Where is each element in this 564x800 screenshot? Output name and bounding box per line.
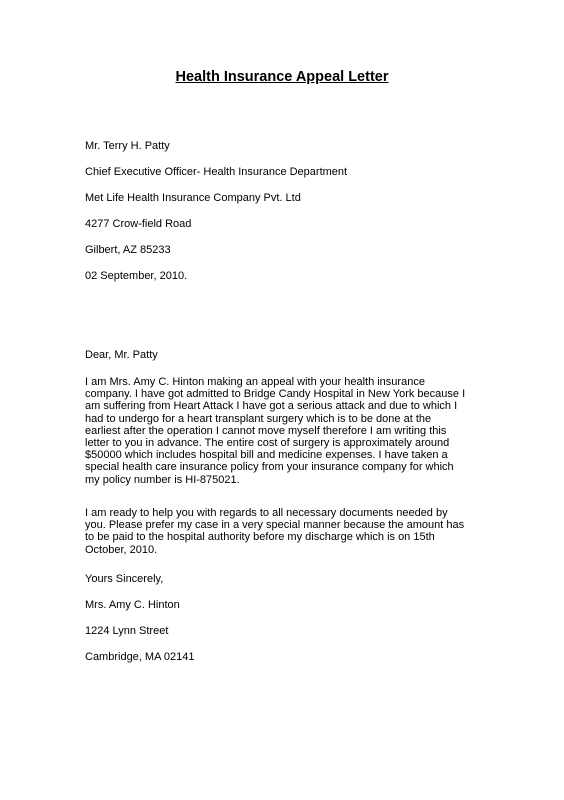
recipient-position: Chief Executive Officer- Health Insurance Department — [85, 166, 348, 178]
sender-city: Cambridge, MA 02141 — [85, 651, 195, 663]
paragraph-line: I am ready to help you with regards to all necessary documents needed by — [85, 507, 448, 519]
paragraph-line: special health care insurance policy from your insurance company for which — [85, 461, 454, 474]
recipient-company: Met Life Health Insurance Company Pvt. Ltd — [85, 192, 301, 204]
paragraph-line: company. I have got admitted to Bridge Candy Hospital in New York because I — [85, 388, 466, 401]
paragraph-line: you. Please prefer my case in a very special manner because the amount has — [85, 519, 465, 532]
paragraph-line: had to undergo for a heart transplant surgery which is to be done at the — [85, 412, 432, 425]
body-paragraph-1 — [85, 376, 485, 486]
paragraph-line: my policy number is HI-875021. — [85, 473, 240, 486]
recipient-name: Mr. Terry H. Patty — [85, 140, 170, 152]
paragraph-line: earliest after the operation I cannot move myself therefore I am writing this — [85, 424, 447, 437]
body-paragraph-2 — [85, 507, 485, 556]
sender-street: 1224 Lynn Street — [85, 625, 169, 637]
paragraph-line: $50000 which includes hospital bill and medicine expenses. I have taken a — [85, 449, 448, 462]
salutation: Dear, Mr. Patty — [85, 349, 158, 361]
letter-title: Health Insurance Appeal Letter — [175, 69, 389, 85]
sender-name: Mrs. Amy C. Hinton — [85, 599, 180, 611]
paragraph-line: to be paid to the hospital authority before my discharge which is on 15th — [85, 531, 435, 544]
paragraph-line: am suffering from Heart Attack I have got a serious attack and due to which I — [85, 400, 458, 413]
paragraph-line: October, 2010. — [85, 543, 158, 556]
recipient-street: 4277 Crow-field Road — [85, 218, 192, 230]
letter-date: 02 September, 2010. — [85, 270, 188, 282]
paragraph-line: I am Mrs. Amy C. Hinton making an appeal with your health insurance — [85, 376, 425, 388]
paragraph-line: letter to you in advance. The entire cost of surgery is approximately around — [85, 437, 450, 450]
closing: Yours Sincerely, — [85, 573, 164, 585]
recipient-city: Gilbert, AZ 85233 — [85, 244, 171, 256]
